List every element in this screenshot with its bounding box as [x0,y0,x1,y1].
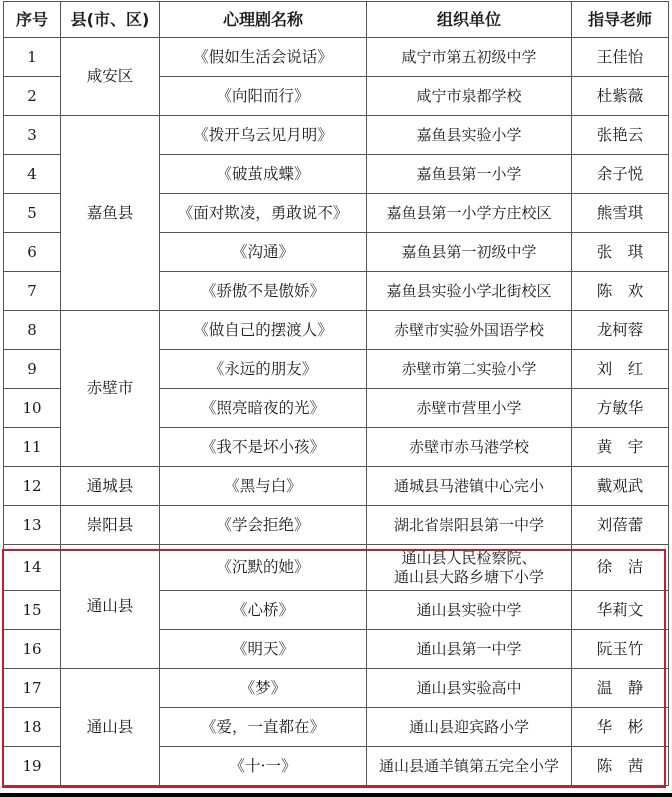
teacher: 阮玉竹 [572,630,669,669]
organization: 通山县通羊镇第五完全小学 [367,747,572,786]
organization [367,545,572,591]
play-title: 《永远的朋友》 [160,350,367,389]
row-no: 3 [4,116,61,155]
organization: 湖北省崇阳县第一中学 [367,506,572,545]
teacher: 戴观武 [572,467,669,506]
teacher: 陈 欢 [572,272,669,311]
play-title: 《沉默的她》 [160,545,367,591]
teacher: 王佳怡 [572,38,669,77]
row-no: 15 [4,591,61,630]
county-cell: 通山县 [61,669,160,786]
row-no: 8 [4,311,61,350]
organization: 嘉鱼县第一小学方庄校区 [367,194,572,233]
table-row [4,116,669,155]
teacher: 张 琪 [572,233,669,272]
header-org: 组织单位 [367,2,572,38]
teacher: 方敏华 [572,389,669,428]
row-no: 7 [4,272,61,311]
header-teacher: 指导老师 [572,2,669,38]
table-row [4,38,669,77]
row-no: 6 [4,233,61,272]
teacher: 华莉文 [572,591,669,630]
table-row [4,467,669,506]
table-row [4,669,669,708]
play-title: 《照亮暗夜的光》 [160,389,367,428]
row-no: 13 [4,506,61,545]
table-row [4,506,669,545]
organization: 赤壁市营里小学 [367,389,572,428]
play-title: 《假如生活会说话》 [160,38,367,77]
county-cell: 通山县 [61,545,160,669]
table-row [4,545,669,591]
row-no: 9 [4,350,61,389]
row-no: 19 [4,747,61,786]
organization-line: 通山县大路乡塘下小学 [393,567,544,586]
teacher: 余子悦 [572,155,669,194]
play-title: 《学会拒绝》 [160,506,367,545]
organization: 通山县实验中学 [367,591,572,630]
organization: 咸宁市泉都学校 [367,77,572,116]
organization: 通山县迎宾路小学 [367,708,572,747]
teacher: 龙柯蓉 [572,311,669,350]
organization: 赤壁市赤马港学校 [367,428,572,467]
county-cell: 崇阳县 [61,506,160,545]
organization: 通山县实验高中 [367,669,572,708]
county-cell: 嘉鱼县 [61,116,160,311]
header-play: 心理剧名称 [160,2,367,38]
drama-list-table [3,1,669,786]
organization: 嘉鱼县第一初级中学 [367,233,572,272]
row-no: 10 [4,389,61,428]
row-no: 4 [4,155,61,194]
county-cell: 赤壁市 [61,311,160,467]
row-no: 14 [4,545,61,591]
row-no: 12 [4,467,61,506]
organization: 赤壁市第二实验小学 [367,350,572,389]
play-title: 《心桥》 [160,591,367,630]
play-title: 《梦》 [160,669,367,708]
organization: 通山县第一中学 [367,630,572,669]
row-no: 16 [4,630,61,669]
play-title: 《骄傲不是傲娇》 [160,272,367,311]
play-title: 《爱，一直都在》 [160,708,367,747]
organization: 通城县马港镇中心完小 [367,467,572,506]
organization: 咸宁市第五初级中学 [367,38,572,77]
play-title: 《我不是坏小孩》 [160,428,367,467]
teacher: 熊雪琪 [572,194,669,233]
organization: 赤壁市实验外国语学校 [367,311,572,350]
play-title: 《明天》 [160,630,367,669]
teacher: 徐 洁 [572,545,669,591]
row-no: 2 [4,77,61,116]
teacher: 黄 宇 [572,428,669,467]
play-title: 《向阳而行》 [160,77,367,116]
teacher: 华 彬 [572,708,669,747]
row-no: 5 [4,194,61,233]
bottom-edge-bar [0,793,672,797]
teacher: 杜紫薇 [572,77,669,116]
county-cell: 咸安区 [61,38,160,116]
county-cell: 通城县 [61,467,160,506]
organization: 嘉鱼县实验小学 [367,116,572,155]
play-title: 《黑与白》 [160,467,367,506]
teacher: 温 静 [572,669,669,708]
row-no: 17 [4,669,61,708]
play-title: 《拨开乌云见月明》 [160,116,367,155]
header-county: 县(市、区) [61,2,160,38]
teacher: 张艳云 [572,116,669,155]
header-row [4,2,669,38]
organization-line: 通山县人民检察院、 [401,548,537,567]
play-title: 《沟通》 [160,233,367,272]
row-no: 18 [4,708,61,747]
teacher: 陈 茜 [572,747,669,786]
play-title: 《破茧成蝶》 [160,155,367,194]
organization: 嘉鱼县第一小学 [367,155,572,194]
play-title: 《面对欺凌，勇敢说不》 [160,194,367,233]
organization: 嘉鱼县实验小学北街校区 [367,272,572,311]
teacher: 刘 红 [572,350,669,389]
row-no: 1 [4,38,61,77]
play-title: 《十·一》 [160,747,367,786]
teacher: 刘蓓蕾 [572,506,669,545]
row-no: 11 [4,428,61,467]
play-title: 《做自己的摆渡人》 [160,311,367,350]
header-no: 序号 [4,2,61,38]
table-row [4,311,669,350]
